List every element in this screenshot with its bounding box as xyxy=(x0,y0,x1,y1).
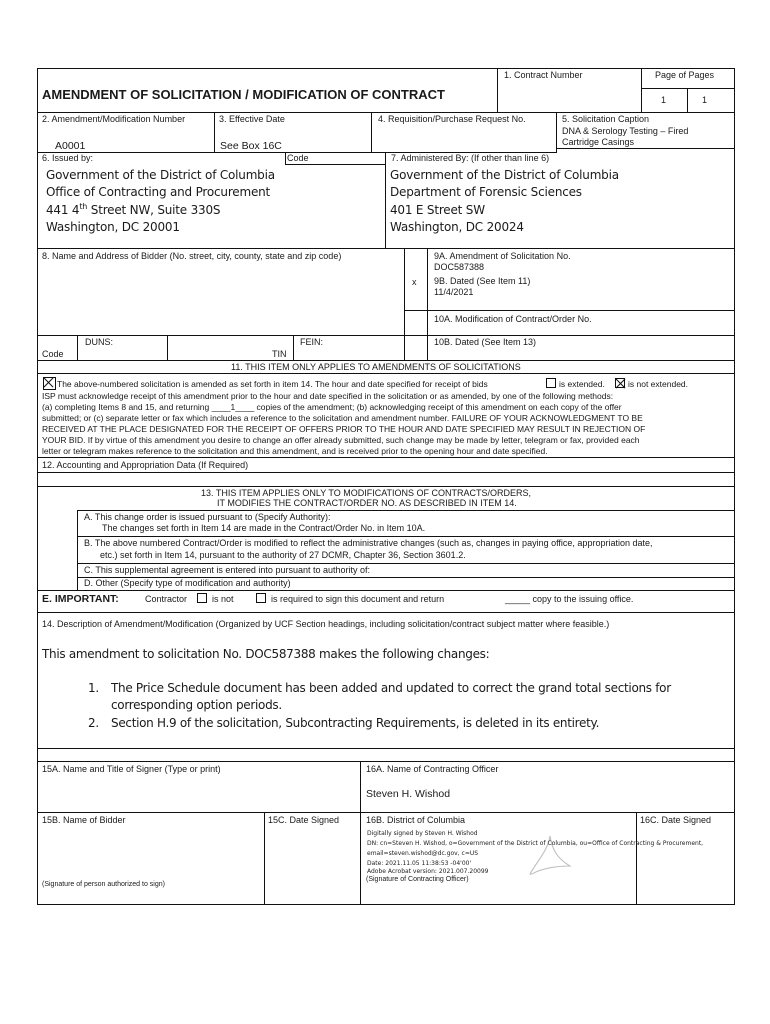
bidder-signature-label: (Signature of person authorized to sign) xyxy=(42,881,165,888)
modification-dated-label: 10B. Dated (See Item 13) xyxy=(434,337,537,347)
list-item-text-cont: corresponding option periods. xyxy=(111,698,282,712)
requisition-label: 4. Requisition/Purchase Request No. xyxy=(378,114,526,124)
page-of-pages-label: Page of Pages xyxy=(655,70,715,80)
officer-date-signed-label: 16C. Date Signed xyxy=(640,815,712,825)
is-not-checkbox[interactable] xyxy=(197,593,207,603)
bidder-name-label: 15B. Name of Bidder xyxy=(42,815,126,825)
contractor-label: Contractor xyxy=(145,594,188,604)
bidder-address-label: 8. Name and Address of Bidder (No. street, city, county, state and zip code) xyxy=(42,251,342,261)
solicitation-dated-value: 11/4/2021 xyxy=(434,287,474,297)
item13-b-line2: etc.) set forth in Item 14, pursuant to the authority of 27 DCMR, Chapter 36, Section 3601.2. xyxy=(100,550,466,560)
signature-line1: Digitally signed by Steven H. Wishod xyxy=(367,830,478,837)
item11-line2: ISP must acknowledge receipt of this amendment prior to the hour and date specified in the solicitation or as amended, by one of the following methods: xyxy=(42,391,614,401)
administered-by-line2: Department of Forensic Sciences xyxy=(390,185,582,199)
issued-by-line1: Government of the District of Columbia xyxy=(46,168,275,182)
is-extended-checkbox[interactable] xyxy=(546,378,556,388)
contract-number-label: 1. Contract Number xyxy=(504,70,583,80)
list-item-text: Section H.9 of the solicitation, Subcontracting Requirements, is deleted in its entirety. xyxy=(111,716,600,730)
item13-a-line1: A. This change order is issued pursuant to (Specify Authority): xyxy=(84,512,331,522)
officer-signature-label: (Signature of Contracting Officer) xyxy=(366,876,469,883)
is-required-label: is required to sign this document and return xyxy=(271,594,445,604)
solicitation-number-value: DOC587388 xyxy=(434,262,485,272)
not-extended-checkbox[interactable] xyxy=(615,378,625,388)
issued-by-code-label: Code xyxy=(287,153,309,163)
description-intro: This amendment to solicitation No. DOC587388 makes the following changes: xyxy=(42,647,490,661)
item13-header-line2: IT MODIFIES THE CONTRACT/ORDER NO. AS DESCRIBED IN ITEM 14. xyxy=(217,498,517,508)
solicitation-caption-line2: Cartridge Casings xyxy=(562,137,635,147)
administered-by-line3: 401 E Street SW xyxy=(390,203,485,217)
item13-c: C. This supplemental agreement is entered into pursuant to authority of: xyxy=(84,565,370,575)
item11-header: 11. THIS ITEM ONLY APPLIES TO AMENDMENTS OF SOLICITATIONS xyxy=(231,362,521,372)
item13-d: D. Other (Specify type of modification and authority) xyxy=(84,578,291,588)
page-total: 1 xyxy=(702,95,708,105)
form-title: AMENDMENT OF SOLICITATION / MODIFICATION OF CONTRACT xyxy=(42,87,445,102)
signature-line3: email=steven.wishod@dc.gov, c=US xyxy=(367,850,479,857)
signature-logo-icon xyxy=(520,830,580,880)
item13-header-line1: 13. THIS ITEM APPLIES ONLY TO MODIFICATIONS OF CONTRACTS/ORDERS, xyxy=(201,488,532,498)
item11-line6: YOUR BID. If by virtue of this amendment you desire to change an offer already submitted, such change may be made by letter, telegram or fax, provided each xyxy=(42,435,640,445)
issued-by-line3: 441 4th Street NW, Suite 330S xyxy=(46,202,221,217)
administered-by-label: 7. Administered By: (If other than line 6) xyxy=(391,153,550,163)
tin-label: TIN xyxy=(272,349,287,359)
item11-line5: RECEIVED AT THE PLACE DESIGNATED FOR THE RECEIPT OF OFFERS PRIOR TO THE HOUR AND DATE SPECIFIED MAY RESULT IN REJECTION OF xyxy=(42,424,646,434)
amendment-number-value: A0001 xyxy=(55,140,86,152)
is-extended-label: is extended. xyxy=(559,379,605,389)
contracting-officer-name: Steven H. Wishod xyxy=(366,788,451,800)
contracting-officer-label: 16A. Name of Contracting Officer xyxy=(366,764,499,774)
district-label: 16B. District of Columbia xyxy=(366,815,466,825)
item13-a-line2: The changes set forth in Item 14 are made in the Contract/Order No. in Item 10A. xyxy=(102,523,426,533)
accounting-data-label: 12. Accounting and Appropriation Data (If Required) xyxy=(42,460,249,470)
signature-line2: DN: cn=Steven H. Wishod, o=Government of the District of Columbia, ou=Office of Contracting & Procurement, xyxy=(367,840,704,847)
important-label: E. IMPORTANT: xyxy=(42,593,119,605)
item11-line7: letter or telegram makes reference to the solicitation and this amendment, and is received prior to the opening hour and date specified. xyxy=(42,446,548,456)
is-not-label: is not xyxy=(212,594,234,604)
administered-by-line4: Washington, DC 20024 xyxy=(390,220,524,234)
modification-number-label: 10A. Modification of Contract/Order No. xyxy=(434,314,592,324)
item11-line3: (a) completing Items 8 and 15, and returning ____1____ copies of the amendment; (b) acknowledging receipt of this amendment on each copy of the offer xyxy=(42,402,622,412)
solicitation-caption-label: 5. Solicitation Caption xyxy=(562,114,650,124)
item11-line4: submitted; or (c) separate letter or fax which includes a reference to the solicitation and amendment number. FAILURE OF YOUR ACKNOWLEDGMENT TO BE xyxy=(42,413,643,423)
description-label: 14. Description of Amendment/Modification (Organized by UCF Section headings, including solicitation/contract subject matter where feasible.) xyxy=(42,619,610,629)
list-item-text: The Price Schedule document has been added and updated to correct the grand total sections for xyxy=(111,681,671,695)
duns-label: DUNS: xyxy=(85,337,114,347)
issued-by-line2: Office of Contracting and Procurement xyxy=(46,185,271,199)
bidder-date-signed-label: 15C. Date Signed xyxy=(268,815,340,825)
amendment-number-label: 2. Amendment/Modification Number xyxy=(42,114,186,124)
issued-by-label: 6. Issued by: xyxy=(42,153,94,163)
code-label: Code xyxy=(42,349,64,359)
effective-date-label: 3. Effective Date xyxy=(219,114,285,124)
amendment-check-mark: x xyxy=(412,277,417,287)
not-extended-label: is not extended. xyxy=(628,379,689,389)
solicitation-caption-line1: DNA & Serology Testing – Fired xyxy=(562,126,689,136)
list-item-number: 1. xyxy=(88,681,99,695)
signature-line4: Date: 2021.11.05 11:38:53 -04'00' xyxy=(367,860,472,867)
solicitation-number-label: 9A. Amendment of Solicitation No. xyxy=(434,251,571,261)
administered-by-line1: Government of the District of Columbia xyxy=(390,168,619,182)
page-number: 1 xyxy=(661,95,667,105)
signer-name-label: 15A. Name and Title of Signer (Type or print) xyxy=(42,764,221,774)
amended-checkbox[interactable] xyxy=(43,377,56,390)
copy-label: _____ copy to the issuing office. xyxy=(505,594,634,604)
fein-label: FEIN: xyxy=(300,337,324,347)
effective-date-value: See Box 16C xyxy=(220,140,282,152)
is-required-checkbox[interactable] xyxy=(256,593,266,603)
list-item-number: 2. xyxy=(88,716,99,730)
solicitation-dated-label: 9B. Dated (See Item 11) xyxy=(434,276,531,286)
signature-line5: Adobe Acrobat version: 2021.007.20099 xyxy=(367,868,489,875)
issued-by-line4: Washington, DC 20001 xyxy=(46,220,180,234)
item11-line1: The above-numbered solicitation is amended as set forth in item 14. The hour and date specified for receipt of bids xyxy=(57,379,488,389)
item13-b-line1: B. The above numbered Contract/Order is modified to reflect the administrative changes (such as, changes in paying office, appropriation date, xyxy=(84,538,653,548)
